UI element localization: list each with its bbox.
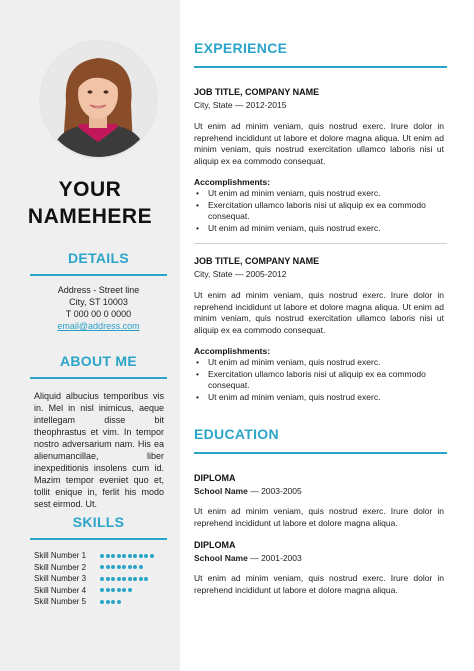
skill-row [34, 550, 168, 562]
accomplishments-label: Accomplishments: [194, 346, 271, 356]
profile-photo [39, 40, 158, 159]
skill-row [34, 573, 168, 585]
phone-line: T 000 00 0 0000 [65, 309, 132, 319]
school-name: School Name [194, 486, 248, 496]
skill-row [34, 596, 168, 608]
school-years: — 2001-2003 [247, 553, 302, 563]
rating-dot-icon [111, 600, 115, 604]
skill-name: Skill Number 3 [34, 574, 87, 584]
name-line-1: YOUR [58, 178, 122, 201]
skills-rule [30, 538, 167, 540]
rating-dot-icon [133, 577, 137, 581]
rating-dot-icon [111, 565, 115, 569]
job-description: Ut enim ad minim veniam, quis nostrud exerc. Irure dolor in reprehend incididunt ut labore et dolore magna aliqua. Ut enim ad minim veniam, quis nostrud exercitation ullamco laboris nisi ut aliquip ex ea commodo consequat. [194, 121, 444, 166]
rating-dot-icon [117, 577, 121, 581]
rating-dot-icon [117, 588, 121, 592]
rating-dot-icon [106, 565, 110, 569]
contact-block [30, 284, 167, 332]
degree-title: DIPLOMA [194, 473, 236, 483]
rating-dot-icon [100, 588, 104, 592]
education-description: Ut enim ad minim veniam, quis nostrud exerc. Irure dolor in reprehend incididunt ut labore et dolore magna aliqua. [194, 506, 444, 528]
degree-title: DIPLOMA [194, 540, 236, 550]
rating-dot-icon [144, 554, 148, 558]
job-meta: City, State — 2012-2015 [194, 100, 287, 110]
about-heading: ABOUT ME [59, 353, 138, 369]
school-line [194, 486, 302, 496]
rating-dot-icon [117, 554, 121, 558]
skill-rating [100, 588, 133, 592]
experience-rule [194, 66, 447, 68]
skill-name: Skill Number 1 [34, 551, 87, 561]
rating-dot-icon [100, 554, 104, 558]
accomplishments-label: Accomplishments: [194, 177, 271, 187]
education-heading: EDUCATION [194, 426, 279, 442]
list-item: • Ut enim ad minim veniam, quis nostrud exerc. [194, 223, 444, 235]
email-link[interactable]: email@address.com [57, 321, 140, 331]
skill-rating [100, 565, 144, 569]
skill-rating [100, 577, 150, 581]
rating-dot-icon [111, 577, 115, 581]
rating-dot-icon [111, 588, 115, 592]
rating-dot-icon [122, 554, 126, 558]
school-line [194, 553, 302, 563]
rating-dot-icon [150, 554, 154, 558]
rating-dot-icon [100, 577, 104, 581]
job-meta: City, State — 2005-2012 [194, 269, 287, 279]
school-name: School Name [194, 553, 248, 563]
rating-dot-icon [139, 554, 143, 558]
rating-dot-icon [122, 588, 126, 592]
job-title: JOB TITLE, COMPANY NAME [194, 87, 320, 97]
list-item: • Exercitation ullamco laboris nisi ut aliquip ex ea commodo consequat. [194, 200, 444, 223]
skill-row [34, 562, 168, 574]
education-rule [194, 452, 447, 454]
rating-dot-icon [117, 565, 121, 569]
rating-dot-icon [117, 600, 121, 604]
rating-dot-icon [122, 565, 126, 569]
rating-dot-icon [100, 565, 104, 569]
rating-dot-icon [128, 565, 132, 569]
rating-dot-icon [144, 577, 148, 581]
rating-dot-icon [122, 577, 126, 581]
skills-list [34, 550, 168, 608]
job-title: JOB TITLE, COMPANY NAME [194, 256, 320, 266]
list-item: • Ut enim ad minim veniam, quis nostrud exerc. [194, 188, 444, 200]
skill-row [34, 585, 168, 597]
rating-dot-icon [111, 554, 115, 558]
education-description: Ut enim ad minim veniam, quis nostrud exerc. Irure dolor in reprehend incididunt ut labore et dolore magna aliqua. [194, 573, 444, 595]
skill-name: Skill Number 4 [34, 585, 87, 595]
rating-dot-icon [133, 554, 137, 558]
rating-dot-icon [133, 565, 137, 569]
rating-dot-icon [139, 565, 143, 569]
list-item: • Ut enim ad minim veniam, quis nostrud exerc. [194, 357, 444, 369]
details-rule [30, 274, 167, 276]
job-description: Ut enim ad minim veniam, quis nostrud exerc. Irure dolor in reprehend incididunt ut labore et dolore magna aliqua. Ut enim ad minim veniam, quis nostrud exercitation ullamco laboris nisi ut aliquip ex ea commodo consequat. [194, 290, 444, 335]
school-years: — 2003-2005 [247, 486, 302, 496]
rating-dot-icon [139, 577, 143, 581]
skills-heading: SKILLS [72, 514, 125, 530]
sidebar [0, 0, 180, 671]
divider [194, 243, 447, 244]
name-line-2: NAMEHERE [27, 205, 153, 228]
portrait-image [41, 42, 156, 157]
rating-dot-icon [128, 577, 132, 581]
about-rule [30, 377, 167, 379]
details-heading: DETAILS [68, 250, 129, 266]
rating-dot-icon [128, 588, 132, 592]
list-item: • Exercitation ullamco laboris nisi ut aliquip ex ea commodo consequat. [194, 369, 444, 392]
address-line: Address - Street line [57, 285, 140, 295]
about-text: Aliquid albucius temporibus vis in. Mel in nisl inimicus, aeque intellegam disse bit theophrastus et vim. In tempor nostro adversarium nam. His ea alienumancillae, liber inexpeditionis insolens cum id. Mazim tempor eveniet quo et, tollit enique in, ferlit his modo sest eirmod. Ut. [34, 391, 164, 509]
accomplishments-list [194, 188, 444, 234]
rating-dot-icon [128, 554, 132, 558]
skill-rating [100, 554, 155, 558]
rating-dot-icon [100, 600, 104, 604]
experience-heading: EXPERIENCE [194, 40, 288, 56]
list-item: • Ut enim ad minim veniam, quis nostrud exerc. [194, 392, 444, 404]
skill-name: Skill Number 5 [34, 597, 87, 607]
skill-rating [100, 600, 122, 604]
city-line: City, ST 10003 [69, 297, 128, 307]
rating-dot-icon [106, 600, 110, 604]
skill-name: Skill Number 2 [34, 562, 87, 572]
rating-dot-icon [106, 554, 110, 558]
rating-dot-icon [106, 588, 110, 592]
accomplishments-list [194, 357, 444, 403]
rating-dot-icon [106, 577, 110, 581]
